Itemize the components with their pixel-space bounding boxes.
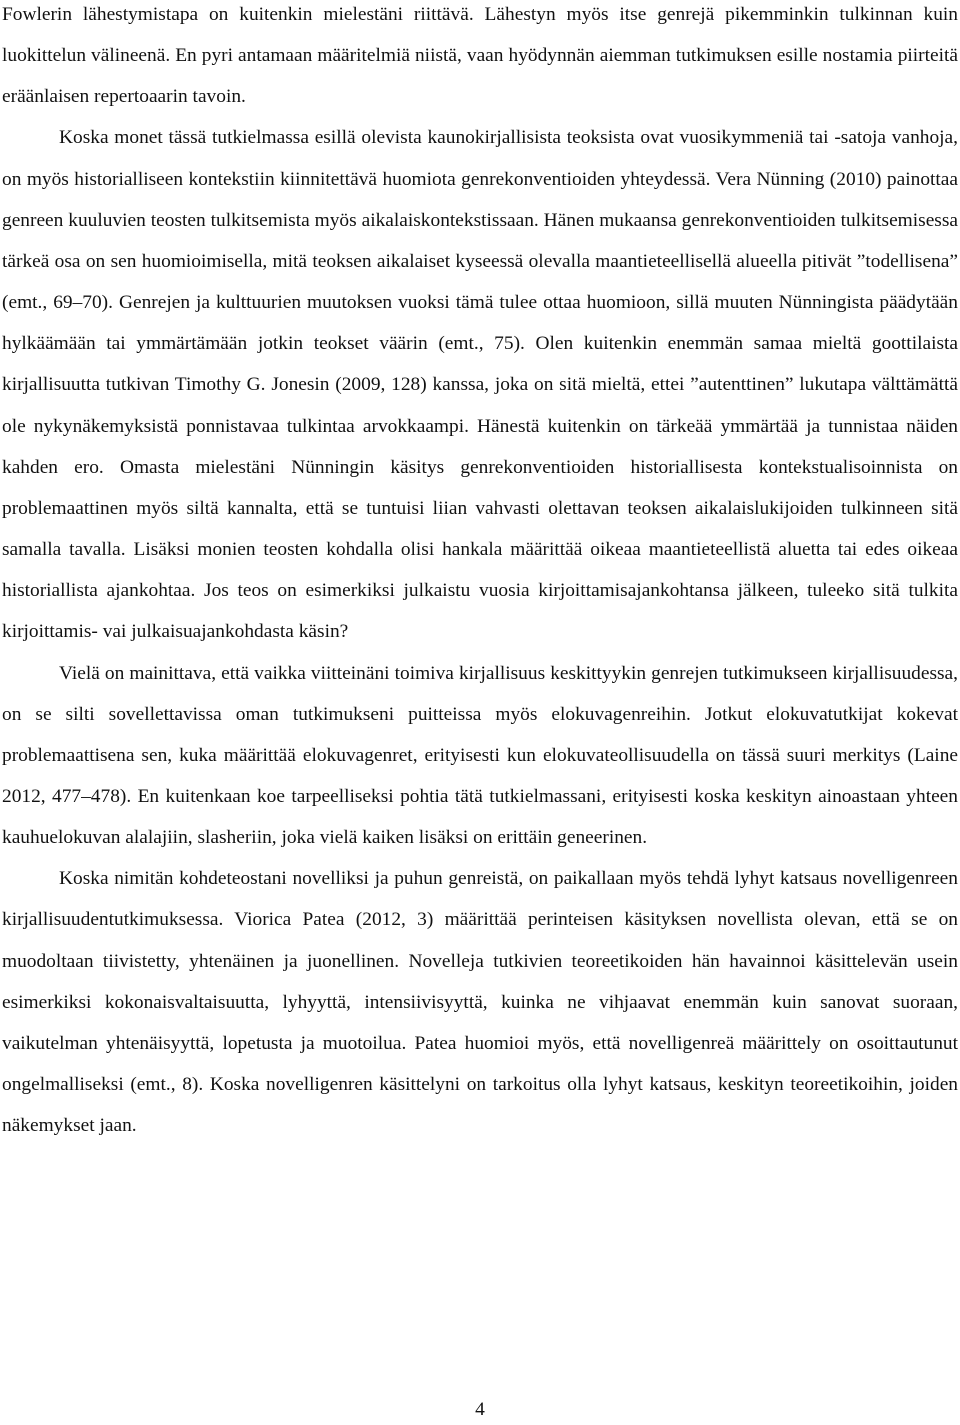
body-text <box>2 0 958 1146</box>
paragraph-4: Koska nimitän kohdeteostani novelliksi ja puhun genreistä, on paikallaan myös tehdä lyhyt katsaus novelligenreen kirjallisuudentutkimuksessa. Viorica Patea (2012, 3) määrittää perinteisen käsityksen novellista olevan, että se on muodoltaan tiivistetty, yhtenäinen ja juonellinen. Novelleja tutkivien teoreetikoiden hän havainnoi käsittelevän usein esimerkiksi kokonaisvaltaisuutta, lyhyyttä, intensiivisyyttä, kuinka ne vihjaavat enemmän kuin sanovat suoraan, vaikutelman yhtenäisyyttä, lopetusta ja muotoilua. Patea huomioi myös, että novelligenreä määrittely on osoittautunut ongelmalliseksi (emt., 8). Koska novelligenren käsittelyni on tarkoitus olla lyhyt katsaus, keskityn teoreetikoihin, joiden näkemykset jaan. <box>2 868 958 1137</box>
paragraph-1: Fowlerin lähestymistapa on kuitenkin mielestäni riittävä. Lähestyn myös itse genrejä pikemminkin tulkinnan kuin luokittelun välineenä. En pyri antamaan määritelmiä niistä, vaan hyödynnän aiemman tutkimuksen esille nostamia piirteitä eräänlaisen repertoaarin tavoin. <box>2 4 958 108</box>
paragraph-3: Vielä on mainittava, että vaikka viitteinäni toimiva kirjallisuus keskittyykin genrejen tutkimukseen kirjallisuudessa, on se silti sovellettavissa oman tutkimukseni puitteissa myös elokuvagenreihin. Jotkut elokuvatutkijat kokevat problemaattisena sen, kuka määrittää elokuvagenret, erityisesti kun elokuvateollisuudella on tässä suuri merkitys (Laine 2012, 477–478). En kuitenkaan koe tarpeelliseksi pohtia tätä tutkielmassani, erityisesti koska keskityn ainoastaan yhteen kauhuelokuvan alalajiin, slasheriin, joka vielä kaiken lisäksi on erittäin geneerinen. <box>2 662 958 849</box>
paragraph-2: Koska monet tässä tutkielmassa esillä olevista kaunokirjallisista teoksista ovat vuosikymmeniä tai -satoja vanhoja, on myös historialliseen kontekstiin kiinnitettävä huomiota genrekonventioiden yhteydessä. Vera Nünning (2010) painottaa genreen kuuluvien teosten tulkitsemista myös aikalaiskontekstissaan. Hänen mukaansa genrekonventioiden tulkitsemisessa tärkeä osa on sen huomioimisella, mitä teoksen aikalaiset kyseessä olevalla maantieteellisellä alueella pitivät ”todellisena” (emt., 69–70). Genrejen ja kulttuurien muutoksen vuoksi tämä tulee ottaa huomioon, sillä muuten Nünningista päädytään hylkäämään tai ymmärtämään jotkin teokset väärin (emt., 75). Olen kuitenkin enemmän samaa mieltä goottilaista kirjallisuutta tutkivan Timothy G. Jonesin (2009, 128) kanssa, joka on sitä mieltä, ettei ”autenttinen” lukutapa välttämättä ole nykynäkemyksistä ponnistavaa tulkintaa arvokkaampi. Hänestä kuitenkin on tärkeää ymmärtää ja tunnistaa näiden kahden ero. Omasta mielestäni Nünningin käsitys genrekonventioiden historiallisesta kontekstualisoinnista on problemaattinen myös siltä kannalta, että se tuntuisi liian vahvasti olettavan teoksen aikalaislukijoiden tulkinneen sitä samalla tavalla. Lisäksi monien teosten kohdalla olisi hankala määrittää oikeaa maantieteellistä aluetta tai edes oikeaa historiallista ajankohtaa. Jos teos on esimerkiksi julkaistu vuosia kirjoittamisajankohtansa jälkeen, tuleeko sitä tulkita kirjoittamis- vai julkaisuajankohdasta käsin? <box>2 127 958 643</box>
page-number: 4 <box>475 1399 485 1420</box>
